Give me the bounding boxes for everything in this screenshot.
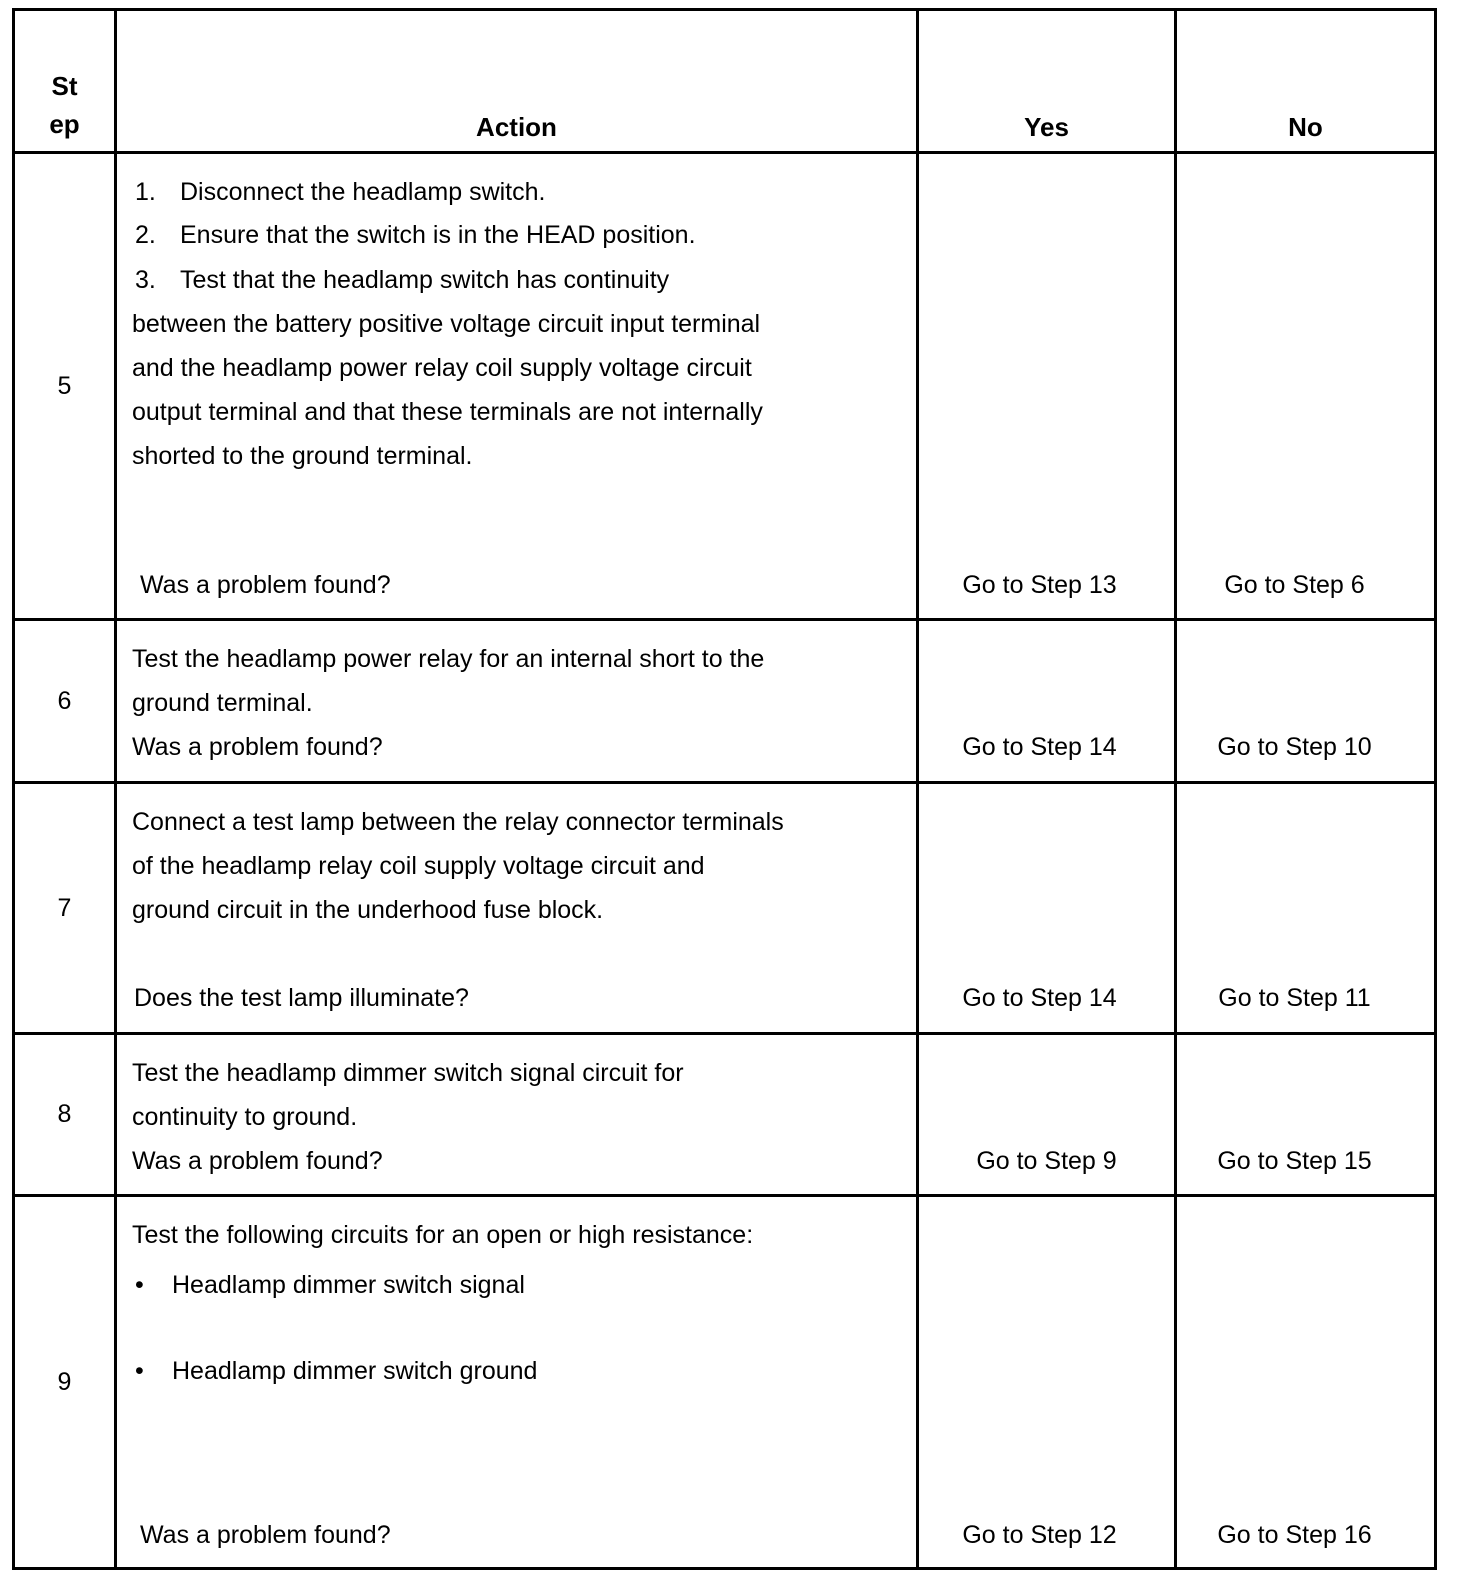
question: Was a problem found? [132,733,383,761]
header-action: Action [116,10,918,153]
table-row-step-7 [14,783,1436,1034]
action-line: Test the headlamp power relay for an internal short to the [132,645,765,673]
table-row-step-9 [14,1196,1436,1569]
action-line: shorted to the ground terminal. [132,442,473,470]
table-row-step-5 [14,153,1436,620]
bullet-item: Headlamp dimmer switch ground [172,1357,538,1385]
no-cell [1176,620,1436,783]
question: Was a problem found? [140,1521,391,1549]
header-yes: Yes [918,10,1176,153]
no-answer: Go to Step 6 [1224,571,1365,599]
action-line: between the battery positive voltage circuit input terminal [132,310,761,338]
step-number: 6 [14,620,116,783]
yes-answer: Go to Step 13 [962,571,1117,599]
bullet-icon: • [135,1357,144,1385]
item-text: Test that the headlamp switch has continuity [180,266,670,294]
question: Does the test lamp illuminate? [134,984,469,1012]
bullet-icon: • [135,1271,144,1299]
action-line: continuity to ground. [132,1103,358,1131]
no-cell [1176,153,1436,620]
step-number: 7 [14,783,116,1034]
no-answer: Go to Step 11 [1218,984,1371,1012]
question: Was a problem found? [140,571,391,599]
action-line: Test the following circuits for an open or high resistance: [132,1221,754,1249]
action-cell [116,153,918,620]
table-row-step-8 [14,1034,1436,1196]
yes-answer: Go to Step 14 [962,733,1117,761]
action-line: of the headlamp relay coil supply voltage circuit and [132,852,705,880]
header-step [14,10,116,153]
question: Was a problem found? [132,1147,383,1175]
yes-cell [918,1034,1176,1196]
step-number: 9 [14,1196,116,1569]
action-cell [116,620,918,783]
item-text: Disconnect the headlamp switch. [180,178,546,206]
yes-cell [918,620,1176,783]
diagnostic-table [12,8,1437,1570]
bullet-item: Headlamp dimmer switch signal [172,1271,525,1299]
header-no: No [1176,10,1436,153]
step-number: 8 [14,1034,116,1196]
item-text: Ensure that the switch is in the HEAD position. [180,221,696,249]
yes-cell [918,1196,1176,1569]
table-row-step-6 [14,620,1436,783]
action-line: ground terminal. [132,689,313,717]
yes-answer: Go to Step 12 [962,1521,1117,1549]
no-cell [1176,783,1436,1034]
item-number: 2. [135,221,156,249]
item-number: 3. [135,266,156,294]
item-number: 1. [135,178,156,206]
header-step-line2: ep [49,109,80,139]
no-answer: Go to Step 10 [1217,733,1372,761]
action-line: and the headlamp power relay coil supply voltage circuit [132,354,752,382]
no-answer: Go to Step 16 [1217,1521,1372,1549]
header-step-line1: St [51,71,78,101]
action-cell [116,783,918,1034]
no-cell [1176,1196,1436,1569]
yes-answer: Go to Step 9 [976,1147,1117,1175]
yes-cell [918,783,1176,1034]
action-cell [116,1034,918,1196]
action-line: Connect a test lamp between the relay connector terminals [132,808,784,836]
yes-cell [918,153,1176,620]
step-number: 5 [14,153,116,620]
header-row [14,10,1436,153]
action-cell [116,1196,918,1569]
action-line: output terminal and that these terminals are not internally [132,398,763,426]
yes-answer: Go to Step 14 [962,984,1117,1012]
no-cell [1176,1034,1436,1196]
action-line: ground circuit in the underhood fuse block. [132,896,604,924]
action-line: Test the headlamp dimmer switch signal circuit for [132,1059,684,1087]
no-answer: Go to Step 15 [1217,1147,1372,1175]
